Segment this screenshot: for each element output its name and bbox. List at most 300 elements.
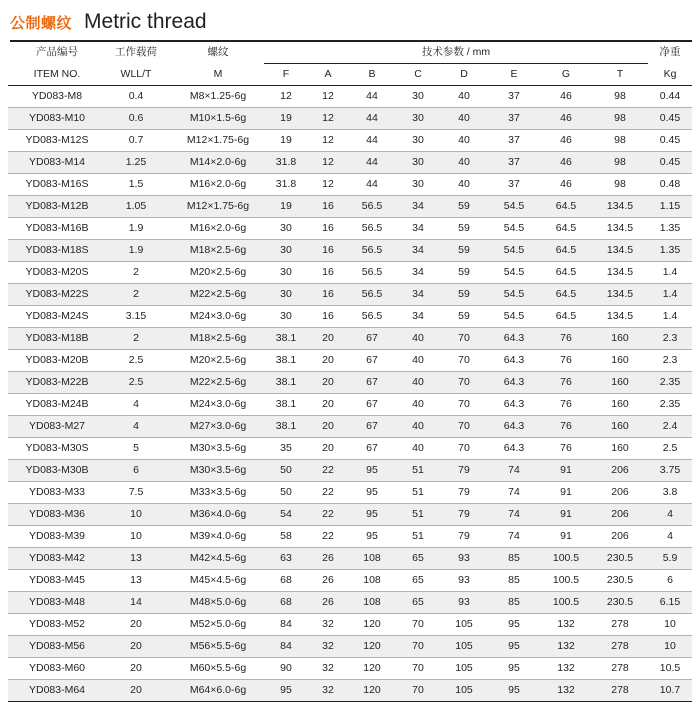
cell-f: 84 — [280, 618, 292, 630]
cell-t: 206 — [592, 504, 648, 526]
cell-t: 160 — [592, 328, 648, 350]
cell-item-no: YD083-M39 — [28, 530, 86, 542]
cell-item-no: YD083-M64 — [8, 680, 100, 702]
cell-a: 22 — [308, 504, 348, 526]
cell-b: 56.5 — [348, 196, 396, 218]
cell-f: 68 — [264, 592, 308, 614]
cell-g: 76 — [560, 398, 572, 410]
cell-a: 32 — [322, 662, 334, 674]
cell-e: 54.5 — [488, 240, 540, 262]
cell-c: 40 — [412, 354, 424, 366]
table-row — [8, 548, 692, 570]
cell-e: 64.3 — [503, 398, 525, 410]
cell-weight: 0.45 — [648, 152, 692, 174]
cell-t: 134.5 — [606, 310, 634, 322]
cell-wll: 20 — [100, 636, 172, 658]
cell-c: 30 — [396, 108, 440, 130]
cell-t: 206 — [611, 486, 629, 498]
table-row — [8, 658, 692, 680]
cell-d: 70 — [458, 354, 470, 366]
table-row — [8, 592, 692, 614]
cell-g: 91 — [540, 460, 592, 482]
cell-b: 56.5 — [348, 240, 396, 262]
cell-g: 91 — [560, 486, 572, 498]
cell-f: 30 — [280, 310, 292, 322]
cell-b: 67 — [366, 442, 378, 454]
cell-a: 32 — [308, 680, 348, 702]
cell-e: 54.5 — [488, 196, 540, 218]
cell-item-no: YD083-M24S — [25, 310, 89, 322]
cell-wll: 3.15 — [125, 310, 147, 322]
cell-b: 44 — [366, 90, 378, 102]
cell-g: 46 — [560, 178, 572, 190]
cell-t: 230.5 — [592, 548, 648, 570]
cell-weight: 0.48 — [659, 178, 681, 190]
header-thread-en: M — [213, 67, 223, 80]
cell-wll: 1.05 — [100, 196, 172, 218]
cell-e: 54.5 — [503, 266, 525, 278]
table-row — [8, 570, 692, 592]
cell-d: 79 — [440, 460, 488, 482]
cell-b: 67 — [366, 354, 378, 366]
cell-t: 134.5 — [592, 196, 648, 218]
cell-b: 95 — [348, 504, 396, 526]
cell-f: 58 — [280, 530, 292, 542]
cell-g: 64.5 — [540, 196, 592, 218]
cell-d: 70 — [458, 442, 470, 454]
cell-b: 120 — [363, 618, 381, 630]
page-title-en: Metric thread — [84, 10, 207, 33]
cell-d: 40 — [440, 108, 488, 130]
cell-g: 76 — [560, 442, 572, 454]
header-col-b: B — [368, 68, 376, 80]
cell-thread: M60×5.5-6g — [189, 662, 247, 674]
cell-f: 30 — [264, 284, 308, 306]
cell-c: 34 — [412, 266, 424, 278]
cell-b: 95 — [366, 530, 378, 542]
cell-item-no: YD083-M27 — [8, 416, 100, 438]
cell-weight: 2.3 — [662, 354, 678, 366]
cell-d: 59 — [458, 310, 470, 322]
cell-weight: 4 — [667, 530, 673, 542]
cell-thread: M39×4.0-6g — [189, 530, 247, 542]
cell-b: 108 — [348, 548, 396, 570]
cell-a: 16 — [308, 284, 348, 306]
cell-wll: 4 — [100, 416, 172, 438]
cell-d: 40 — [440, 152, 488, 174]
cell-wll: 2 — [133, 266, 139, 278]
cell-d: 79 — [458, 530, 470, 542]
cell-f: 30 — [264, 240, 308, 262]
table-row — [8, 240, 692, 262]
cell-g: 76 — [560, 354, 572, 366]
cell-a: 12 — [322, 90, 334, 102]
cell-weight: 0.45 — [659, 134, 681, 146]
cell-b: 44 — [348, 152, 396, 174]
cell-b: 56.5 — [361, 266, 383, 278]
cell-b: 120 — [363, 662, 381, 674]
cell-f: 84 — [264, 636, 308, 658]
table-row — [8, 680, 692, 702]
cell-thread: M24×3.0-6g — [189, 310, 247, 322]
cell-a: 26 — [308, 548, 348, 570]
cell-g: 132 — [557, 618, 575, 630]
cell-wll: 0.6 — [100, 108, 172, 130]
cell-b: 108 — [363, 574, 381, 586]
cell-d: 93 — [440, 548, 488, 570]
cell-wll: 7.5 — [128, 486, 144, 498]
cell-b: 95 — [348, 460, 396, 482]
cell-c: 40 — [412, 398, 424, 410]
cell-d: 59 — [440, 196, 488, 218]
page-title-cn: 公制螺纹 — [10, 15, 73, 32]
cell-wll: 5 — [133, 442, 139, 454]
cell-d: 70 — [440, 328, 488, 350]
table-row — [8, 196, 692, 218]
cell-thread: M22×2.5-6g — [172, 372, 264, 394]
cell-c: 51 — [412, 530, 424, 542]
cell-e: 85 — [488, 548, 540, 570]
cell-e: 37 — [488, 108, 540, 130]
cell-thread: M33×3.5-6g — [189, 486, 247, 498]
cell-d: 79 — [440, 504, 488, 526]
cell-item-no: YD083-M24B — [25, 398, 89, 410]
cell-f: 38.1 — [275, 398, 297, 410]
cell-e: 54.5 — [488, 284, 540, 306]
cell-d: 105 — [440, 636, 488, 658]
cell-c: 34 — [412, 222, 424, 234]
page-title — [0, 0, 700, 40]
cell-c: 70 — [396, 680, 440, 702]
cell-b: 120 — [348, 636, 396, 658]
spec-table — [8, 42, 692, 702]
cell-wll: 0.7 — [128, 134, 144, 146]
cell-wll: 1.5 — [128, 178, 144, 190]
cell-item-no: YD083-M22B — [8, 372, 100, 394]
cell-f: 63 — [264, 548, 308, 570]
table-row — [8, 394, 692, 416]
cell-f: 30 — [280, 222, 292, 234]
cell-b: 95 — [366, 486, 378, 498]
cell-b: 108 — [348, 592, 396, 614]
cell-f: 19 — [264, 196, 308, 218]
cell-c: 40 — [396, 328, 440, 350]
cell-a: 16 — [322, 222, 334, 234]
cell-f: 38.1 — [264, 416, 308, 438]
cell-t: 98 — [592, 152, 648, 174]
cell-t: 278 — [592, 680, 648, 702]
table-row — [8, 174, 692, 196]
cell-a: 20 — [322, 398, 334, 410]
cell-a: 12 — [322, 134, 334, 146]
cell-thread: M10×1.5-6g — [172, 108, 264, 130]
cell-weight: 0.45 — [648, 108, 692, 130]
cell-d: 79 — [458, 486, 470, 498]
cell-t: 98 — [592, 108, 648, 130]
cell-a: 22 — [322, 530, 334, 542]
cell-a: 12 — [322, 178, 334, 190]
cell-t: 134.5 — [606, 266, 634, 278]
cell-e: 54.5 — [503, 222, 525, 234]
cell-b: 44 — [366, 178, 378, 190]
header-col-t: T — [616, 68, 624, 80]
cell-e: 95 — [488, 680, 540, 702]
cell-thread: M45×4.5-6g — [189, 574, 247, 586]
cell-e: 64.3 — [488, 416, 540, 438]
cell-item-no: YD083-M18B — [8, 328, 100, 350]
header-col-g: G — [561, 68, 571, 80]
cell-a: 12 — [308, 152, 348, 174]
table-row — [8, 108, 692, 130]
cell-thread: M20×2.5-6g — [189, 354, 247, 366]
cell-thread: M18×2.5-6g — [172, 240, 264, 262]
cell-c: 34 — [412, 310, 424, 322]
cell-d: 70 — [458, 398, 470, 410]
cell-t: 160 — [611, 442, 629, 454]
cell-d: 40 — [458, 178, 470, 190]
header-thread-cn: 螺纹 — [207, 46, 229, 59]
cell-g: 91 — [540, 504, 592, 526]
header-col-a: A — [324, 68, 332, 80]
cell-f: 50 — [264, 460, 308, 482]
table-row — [8, 526, 692, 548]
table-row — [8, 636, 692, 658]
cell-f: 31.8 — [275, 178, 297, 190]
cell-c: 70 — [412, 618, 424, 630]
cell-t: 160 — [592, 416, 648, 438]
cell-thread: M12×1.75-6g — [172, 196, 264, 218]
header-wll-en: WLL/T — [120, 67, 152, 80]
cell-thread: M18×2.5-6g — [172, 328, 264, 350]
cell-e: 37 — [508, 134, 520, 146]
cell-c: 30 — [412, 90, 424, 102]
cell-weight: 10 — [664, 618, 676, 630]
cell-t: 230.5 — [592, 592, 648, 614]
cell-t: 98 — [614, 134, 626, 146]
cell-a: 16 — [322, 310, 334, 322]
cell-weight: 1.15 — [648, 196, 692, 218]
cell-g: 64.5 — [555, 222, 577, 234]
cell-wll: 4 — [133, 398, 139, 410]
cell-e: 95 — [508, 662, 520, 674]
cell-f: 38.1 — [275, 354, 297, 366]
cell-wll: 2 — [100, 284, 172, 306]
cell-e: 37 — [508, 90, 520, 102]
cell-wll: 20 — [130, 662, 142, 674]
cell-f: 38.1 — [264, 372, 308, 394]
cell-thread: M48×5.0-6g — [172, 592, 264, 614]
cell-a: 12 — [308, 108, 348, 130]
cell-a: 20 — [308, 372, 348, 394]
cell-item-no: YD083-M12B — [8, 196, 100, 218]
cell-item-no: YD083-M14 — [8, 152, 100, 174]
cell-d: 105 — [455, 618, 473, 630]
cell-a: 26 — [322, 574, 334, 586]
cell-g: 132 — [540, 636, 592, 658]
header-weight-cn: 净重 — [659, 46, 681, 59]
cell-f: 31.8 — [264, 152, 308, 174]
cell-thread: M27×3.0-6g — [172, 416, 264, 438]
cell-item-no: YD083-M48 — [8, 592, 100, 614]
cell-b: 44 — [366, 134, 378, 146]
cell-d: 105 — [440, 680, 488, 702]
cell-item-no: YD083-M36 — [8, 504, 100, 526]
cell-thread: M14×2.0-6g — [172, 152, 264, 174]
cell-item-no: YD083-M22S — [8, 284, 100, 306]
table-row — [8, 86, 692, 108]
header-col-e: E — [510, 68, 518, 80]
cell-f: 30 — [280, 266, 292, 278]
cell-c: 30 — [412, 134, 424, 146]
cell-g: 64.5 — [540, 284, 592, 306]
cell-wll: 0.4 — [128, 90, 144, 102]
cell-item-no: YD083-M12S — [25, 134, 89, 146]
header-weight-en: Kg — [663, 67, 677, 80]
cell-thread: M16×2.0-6g — [189, 178, 247, 190]
cell-e: 37 — [488, 152, 540, 174]
cell-g: 76 — [540, 328, 592, 350]
cell-weight: 3.75 — [648, 460, 692, 482]
cell-item-no: YD083-M52 — [28, 618, 86, 630]
cell-t: 278 — [611, 662, 629, 674]
spec-table-wrapper — [0, 42, 700, 702]
cell-d: 59 — [440, 284, 488, 306]
cell-f: 38.1 — [264, 328, 308, 350]
cell-e: 95 — [488, 636, 540, 658]
cell-t: 206 — [611, 530, 629, 542]
cell-g: 64.5 — [540, 240, 592, 262]
cell-c: 40 — [396, 372, 440, 394]
cell-item-no: YD083-M60 — [28, 662, 86, 674]
cell-item-no: YD083-M42 — [8, 548, 100, 570]
cell-weight: 3.8 — [662, 486, 678, 498]
cell-d: 40 — [458, 90, 470, 102]
cell-a: 16 — [308, 240, 348, 262]
cell-g: 76 — [540, 372, 592, 394]
table-row — [8, 350, 692, 372]
cell-wll: 2.5 — [128, 354, 144, 366]
cell-wll: 14 — [100, 592, 172, 614]
cell-e: 37 — [508, 178, 520, 190]
cell-e: 95 — [508, 618, 520, 630]
cell-a: 20 — [322, 354, 334, 366]
table-header-row-top — [8, 42, 692, 64]
table-row — [8, 218, 692, 240]
cell-a: 20 — [308, 328, 348, 350]
header-wll-cn: 工作载荷 — [115, 46, 157, 59]
cell-wll: 2.5 — [100, 372, 172, 394]
cell-c: 65 — [412, 574, 424, 586]
cell-d: 59 — [458, 222, 470, 234]
cell-weight: 10.7 — [648, 680, 692, 702]
cell-f: 19 — [264, 108, 308, 130]
cell-weight: 1.4 — [662, 310, 678, 322]
cell-weight: 5.9 — [648, 548, 692, 570]
cell-a: 32 — [322, 618, 334, 630]
cell-item-no: YD083-M30S — [25, 442, 89, 454]
cell-item-no: YD083-M16S — [25, 178, 89, 190]
cell-weight: 1.4 — [662, 266, 678, 278]
cell-wll: 20 — [130, 618, 142, 630]
cell-thread: M30×3.5-6g — [189, 442, 247, 454]
cell-f: 54 — [264, 504, 308, 526]
cell-d: 40 — [458, 134, 470, 146]
cell-f: 90 — [280, 662, 292, 674]
cell-a: 32 — [308, 636, 348, 658]
cell-thread: M12×1.75-6g — [186, 134, 250, 146]
cell-e: 74 — [488, 504, 540, 526]
cell-weight: 10.5 — [659, 662, 681, 674]
cell-t: 160 — [592, 372, 648, 394]
table-row — [8, 130, 692, 152]
cell-t: 160 — [611, 398, 629, 410]
cell-t: 134.5 — [592, 240, 648, 262]
cell-weight: 0.44 — [659, 90, 681, 102]
cell-g: 64.5 — [555, 266, 577, 278]
cell-c: 40 — [412, 442, 424, 454]
cell-b: 44 — [348, 108, 396, 130]
cell-d: 59 — [458, 266, 470, 278]
cell-a: 20 — [308, 416, 348, 438]
cell-item-no: YD083-M56 — [8, 636, 100, 658]
cell-weight: 6 — [667, 574, 673, 586]
cell-c: 70 — [396, 636, 440, 658]
cell-item-no: YD083-M20B — [25, 354, 89, 366]
cell-weight: 10 — [648, 636, 692, 658]
table-row — [8, 460, 692, 482]
cell-b: 56.5 — [361, 222, 383, 234]
cell-weight: 2.35 — [648, 372, 692, 394]
cell-f: 50 — [280, 486, 292, 498]
cell-c: 34 — [396, 240, 440, 262]
cell-weight: 2.3 — [648, 328, 692, 350]
cell-thread: M42×4.5-6g — [172, 548, 264, 570]
cell-thread: M36×4.0-6g — [172, 504, 264, 526]
cell-thread: M20×2.5-6g — [189, 266, 247, 278]
cell-b: 67 — [348, 372, 396, 394]
cell-b: 67 — [348, 416, 396, 438]
cell-weight: 1.35 — [648, 240, 692, 262]
cell-g: 76 — [540, 416, 592, 438]
cell-t: 278 — [592, 636, 648, 658]
cell-c: 40 — [396, 416, 440, 438]
table-row — [8, 262, 692, 284]
cell-e: 64.3 — [488, 328, 540, 350]
cell-c: 70 — [412, 662, 424, 674]
cell-thread: M30×3.5-6g — [172, 460, 264, 482]
cell-wll: 6 — [100, 460, 172, 482]
cell-a: 16 — [322, 266, 334, 278]
cell-item-no: YD083-M10 — [8, 108, 100, 130]
cell-e: 74 — [488, 460, 540, 482]
table-row — [8, 152, 692, 174]
cell-t: 134.5 — [592, 284, 648, 306]
cell-item-no: YD083-M33 — [28, 486, 86, 498]
cell-t: 206 — [592, 460, 648, 482]
cell-thread: M64×6.0-6g — [172, 680, 264, 702]
table-row — [8, 328, 692, 350]
cell-weight: 2.4 — [648, 416, 692, 438]
cell-g: 100.5 — [540, 548, 592, 570]
cell-d: 59 — [440, 240, 488, 262]
cell-weight: 6.15 — [648, 592, 692, 614]
cell-b: 56.5 — [361, 310, 383, 322]
cell-a: 20 — [322, 442, 334, 454]
cell-thread: M22×2.5-6g — [172, 284, 264, 306]
cell-e: 64.3 — [503, 442, 525, 454]
cell-wll: 13 — [130, 574, 142, 586]
cell-e: 54.5 — [503, 310, 525, 322]
